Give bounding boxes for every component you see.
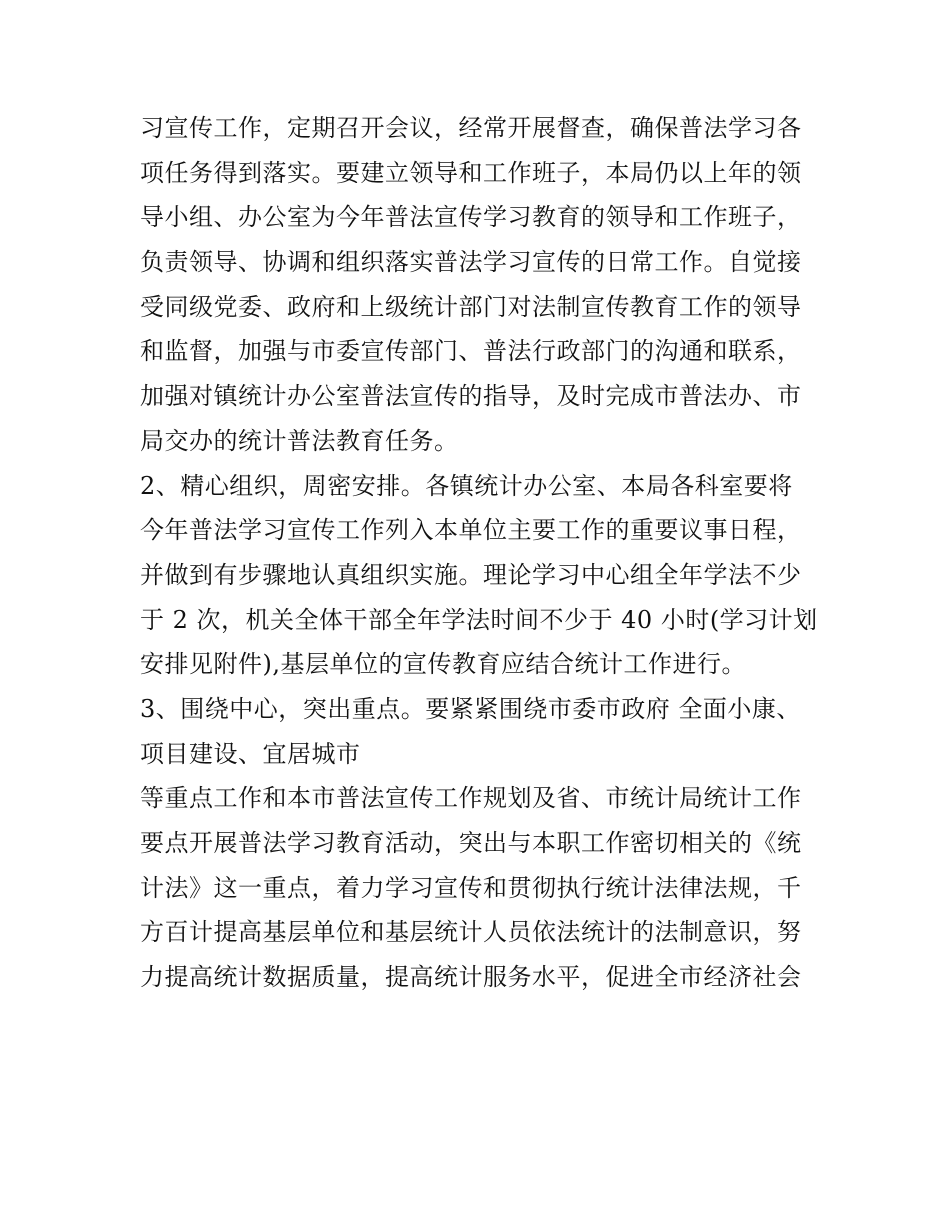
text-line: 于 2 次，机关全体干部全年学法时间不少于 40 小时(学习计划 [140,605,818,634]
text-line: 2、精心组织，周密安排。各镇统计办公室、本局各科室要将 [140,471,793,500]
text-line: 要点开展普法学习教育活动，突出与本职工作密切相关的《统 [140,829,802,857]
text-line: 局交办的统计普法教育任务。 [140,426,459,455]
body-text [140,106,820,1000]
text-line: 和监督，加强与市委宣传部门、普法行政部门的沟通和联系， [140,337,802,366]
text-line: 计法》这一重点，着力学习宣传和贯彻执行统计法律法规，千 [140,873,802,902]
text-line: 3、围绕中心，突出重点。要紧紧围绕市委市政府 全面小康、 [140,694,801,723]
text-line: 方百计提高基层单位和基层统计人员依法统计的法制意识，努 [140,918,802,947]
text-line: 今年普法学习宣传工作列入本单位主要工作的重要议事日程， [140,516,802,545]
text-line: 等重点工作和本市普法宣传工作规划及省、市统计局统计工作 [140,784,802,813]
text-line: 安排见附件),基层单位的宣传教育应结合统计工作进行。 [140,650,746,679]
text-line: 习宣传工作，定期召开会议，经常开展督查，确保普法学习各 [140,114,802,142]
text-line: 负责领导、协调和组织落实普法学习宣传的日常工作。自觉接 [140,248,802,277]
text-line: 项目建设、宜居城市 [140,739,361,768]
text-line: 加强对镇统计办公室普法宣传的指导，及时完成市普法办、市 [140,382,802,411]
text-line: 受同级党委、政府和上级统计部门对法制宣传教育工作的领导 [140,292,802,321]
text-line: 导小组、办公室为今年普法宣传学习教育的领导和工作班子， [140,203,802,232]
text-line: 并做到有步骤地认真组织实施。理论学习中心组全年学法不少 [140,560,802,589]
text-line: 力提高统计数据质量，提高统计服务水平，促进全市经济社会 [140,963,802,992]
text-line: 项任务得到落实。要建立领导和工作班子，本局仍以上年的领 [140,158,802,187]
